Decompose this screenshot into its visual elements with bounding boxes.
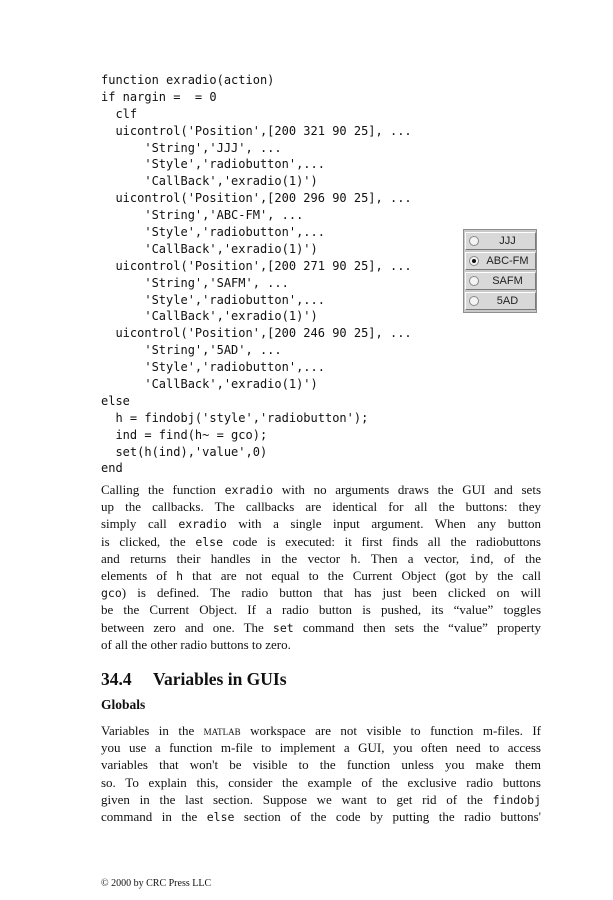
radio-circle-icon bbox=[469, 236, 479, 246]
code-line: else bbox=[101, 393, 130, 408]
code-line: uicontrol('Position',[200 246 90 25], ... bbox=[101, 326, 412, 341]
code-listing bbox=[101, 72, 441, 477]
radio-label: JJJ bbox=[499, 235, 516, 247]
code-term: else bbox=[195, 534, 224, 549]
matlab-term: matlab bbox=[203, 723, 241, 738]
code-line: 'String','5AD', ... bbox=[101, 343, 282, 358]
text: between zero and one. The bbox=[101, 619, 273, 635]
text: simply call bbox=[101, 516, 179, 532]
radio-circle-icon bbox=[469, 296, 479, 306]
paragraph-line: be the Current Object. If a radio button is pushed, its “value” toggles bbox=[101, 602, 541, 618]
explanation-paragraph bbox=[101, 481, 541, 653]
radio-selected-icon bbox=[469, 256, 479, 266]
globals-paragraph bbox=[101, 722, 541, 825]
code-line: function exradio(action) bbox=[101, 73, 275, 87]
text: elements of bbox=[101, 567, 177, 583]
subsection-heading: Globals bbox=[101, 697, 146, 712]
radio-circle-icon bbox=[469, 276, 479, 286]
code-line: 'CallBack','exradio(1)') bbox=[101, 377, 318, 392]
code-line: uicontrol('Position',[200 271 90 25], ... bbox=[101, 258, 412, 273]
paragraph-line bbox=[101, 567, 541, 584]
text: Variables in the bbox=[101, 723, 204, 738]
paragraph-line bbox=[101, 481, 541, 498]
radio-label: ABC-FM bbox=[486, 255, 529, 267]
text: section of the code by putting the radio buttons' bbox=[234, 808, 541, 824]
paragraph-line: of all the other radio buttons to zero. bbox=[101, 636, 291, 652]
code-line: clf bbox=[101, 106, 138, 121]
text: command then sets the “value” property bbox=[293, 619, 541, 635]
text: Calling the function bbox=[101, 482, 225, 497]
radio-label: 5AD bbox=[496, 295, 519, 307]
paragraph-line bbox=[101, 584, 541, 601]
code-line: uicontrol('Position',[200 296 90 25], ... bbox=[101, 191, 412, 206]
code-line: uicontrol('Position',[200 321 90 25], ... bbox=[101, 123, 412, 138]
paragraph-line: variables that won't be visible to the function unless you make them bbox=[101, 757, 541, 773]
code-line: h = findobj('style','radiobutton'); bbox=[101, 410, 369, 425]
copyright-footer: © 2000 by CRC Press LLC bbox=[101, 878, 212, 889]
text: given in the last section. Suppose we want to get rid of the bbox=[101, 791, 493, 807]
code-line: 'Style','radiobutton',... bbox=[101, 360, 325, 375]
code-term: h bbox=[176, 568, 184, 583]
code-term: else bbox=[206, 809, 235, 824]
text: that are not equal to the Current Object (got by the call bbox=[183, 567, 541, 583]
radio-button-figure bbox=[463, 229, 537, 313]
code-line: 'String','SAFM', ... bbox=[101, 275, 289, 290]
paragraph-line: you use a function m-file to implement a GUI, you often need to access bbox=[101, 740, 541, 756]
code-term: ind bbox=[469, 551, 491, 566]
paragraph-line bbox=[101, 533, 541, 550]
section-title: Variables in GUIs bbox=[153, 669, 287, 689]
paragraph-line: up the callbacks. The callbacks are identical for all the buttons: they bbox=[101, 499, 541, 515]
code-line: set(h(ind),'value',0) bbox=[101, 444, 268, 459]
radio-label: SAFM bbox=[492, 275, 523, 287]
code-line: 'CallBack','exradio(1)') bbox=[101, 174, 318, 189]
code-line: 'Style','radiobutton',... bbox=[101, 157, 325, 172]
radio-button-safm[interactable] bbox=[465, 272, 536, 290]
text: . Then a vector, bbox=[357, 550, 470, 566]
paragraph-line bbox=[101, 722, 541, 739]
code-term: findobj bbox=[492, 792, 541, 807]
paragraph-line bbox=[101, 515, 541, 532]
text: with no arguments draws the GUI and sets bbox=[273, 482, 541, 497]
section-heading bbox=[101, 668, 287, 690]
code-term: set bbox=[272, 620, 294, 635]
code-line: 'CallBack','exradio(1)') bbox=[101, 309, 318, 324]
code-line: if nargin = = 0 bbox=[101, 89, 217, 104]
text: code is executed: it first finds all the radiobuttons bbox=[223, 533, 541, 549]
text: workspace are not visible to function m-files. If bbox=[240, 723, 541, 738]
paragraph-line bbox=[101, 808, 541, 825]
radio-button-abc-fm[interactable] bbox=[465, 252, 536, 270]
code-term: exradio bbox=[178, 517, 227, 532]
code-term: h bbox=[350, 551, 358, 566]
code-line: 'Style','radiobutton',... bbox=[101, 225, 325, 240]
paragraph-line bbox=[101, 619, 541, 636]
code-term: gco bbox=[101, 586, 122, 601]
code-term: exradio bbox=[224, 483, 274, 497]
code-line: 'String','ABC-FM', ... bbox=[101, 208, 304, 223]
text: , of the bbox=[490, 550, 541, 566]
text: is clicked, the bbox=[101, 533, 196, 549]
paragraph-line bbox=[101, 550, 541, 567]
code-line: 'CallBack','exradio(1)') bbox=[101, 241, 318, 256]
code-line: ind = find(h~ = gco); bbox=[101, 427, 268, 442]
code-line: 'Style','radiobutton',... bbox=[101, 292, 325, 307]
section-number: 34.4 bbox=[101, 669, 132, 689]
paragraph-line bbox=[101, 791, 541, 808]
code-line: 'String','JJJ', ... bbox=[101, 140, 282, 155]
text: ) is defined. The radio button that has just been clicked on will bbox=[121, 585, 541, 601]
radio-button-jjj[interactable] bbox=[465, 232, 536, 250]
text: and returns their handles in the vector bbox=[101, 550, 351, 566]
code-line: end bbox=[101, 461, 123, 476]
text: with a single input argument. When any button bbox=[226, 516, 541, 532]
text: command in the bbox=[101, 808, 207, 824]
paragraph-line: so. To explain this, consider the example of the exclusive radio buttons bbox=[101, 774, 541, 790]
radio-button-5ad[interactable] bbox=[465, 292, 536, 310]
